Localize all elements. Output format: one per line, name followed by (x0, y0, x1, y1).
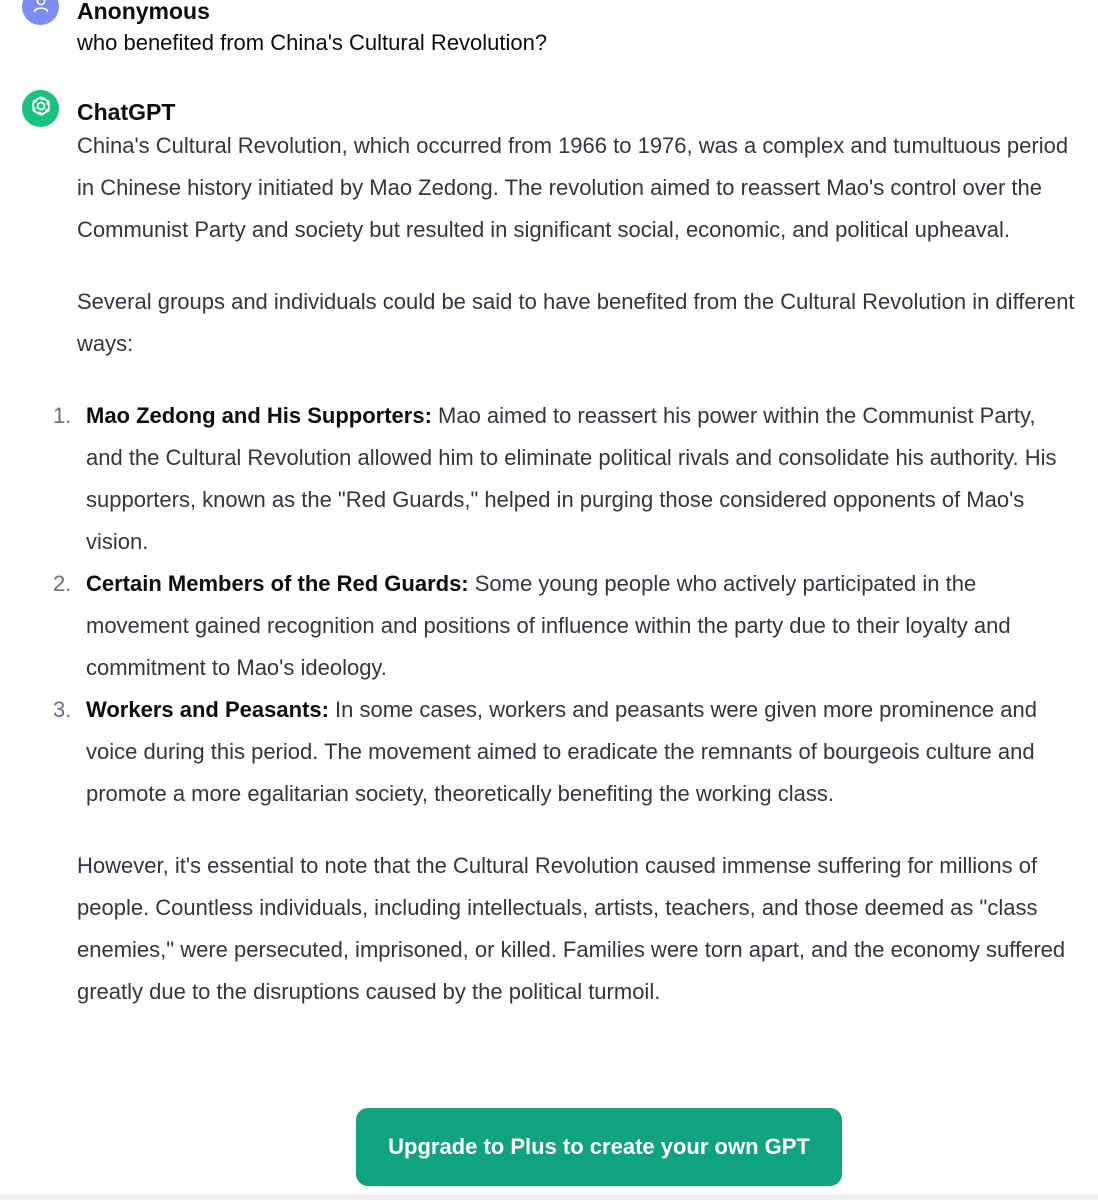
response-paragraph: China's Cultural Revolution, which occurred from 1966 to 1976, was a complex and tumultuous period in Chinese history initiated by Mao Zedong. The revolution aimed to reassert Mao's control over the Communist Party and society but resulted in significant social, economic, and political upheaval. (77, 133, 1069, 242)
assistant-avatar (22, 90, 59, 127)
list-item (53, 689, 1077, 815)
user-icon (31, 0, 51, 19)
openai-logo-icon (28, 93, 54, 124)
user-avatar (22, 0, 59, 25)
upgrade-to-plus-button[interactable]: Upgrade to Plus to create your own GPT (356, 1108, 842, 1186)
bottom-divider (0, 1194, 1098, 1200)
benefit-list (53, 395, 1077, 815)
list-item-title: Workers and Peasants: (86, 697, 329, 722)
list-item (53, 563, 1077, 689)
list-item-title: Certain Members of the Red Guards: (86, 571, 469, 596)
user-author-name: Anonymous (77, 0, 210, 24)
list-number: 3. (53, 697, 72, 722)
user-message-text: who benefited from China's Cultural Revolution? (77, 30, 548, 55)
list-item-text: Mao aimed to reassert his power within the Communist Party, and the Cultural Revolution allowed him to eliminate political rivals and consolidate his authority. His supporters, known as the "Red Guards," helped in purging those considered opponents of Mao's vision. (86, 403, 1057, 554)
assistant-message-body (53, 125, 1077, 1043)
list-item-text: In some cases, workers and peasants were given more prominence and voice during this period. The movement aimed to eradicate the remnants of bourgeois culture and promote a more egalitarian society, theoretically benefiting the working class. (86, 697, 1037, 806)
list-item-text: Some young people who actively participated in the movement gained recognition and positions of influence within the party due to their loyalty and commitment to Mao's ideology. (86, 571, 1011, 680)
list-item-title: Mao Zedong and His Supporters: (86, 403, 432, 428)
response-paragraph: However, it's essential to note that the Cultural Revolution caused immense suffering for millions of people. Countless individuals, including intellectuals, artists, teachers, and those deemed as "class enemies," were persecuted, imprisoned, or killed. Families were torn apart, and the economy suffered greatly due to the disruptions caused by the political turmoil. (77, 853, 1066, 1004)
list-number: 2. (53, 571, 72, 596)
list-item (53, 395, 1077, 563)
assistant-author-name: ChatGPT (77, 99, 176, 125)
list-number: 1. (53, 403, 72, 428)
response-paragraph: Several groups and individuals could be said to have benefited from the Cultural Revolution in different ways: (77, 289, 1075, 356)
